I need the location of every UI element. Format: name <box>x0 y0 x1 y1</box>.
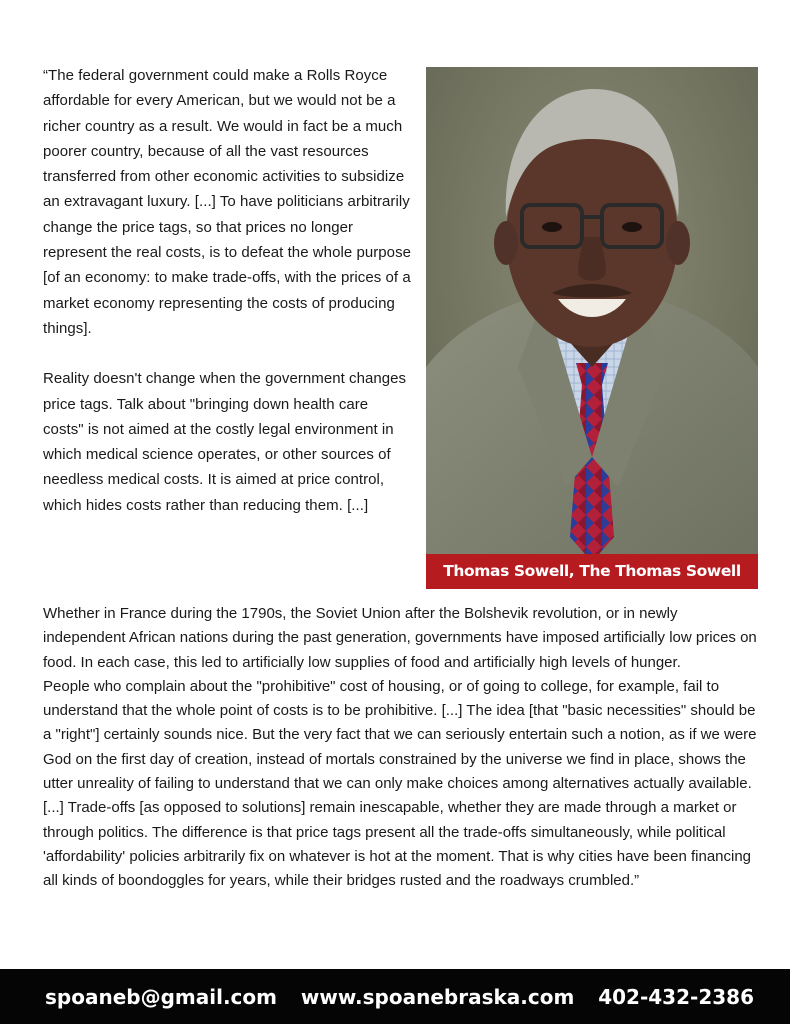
quote-paragraph: “The federal government could make a Rolls Royce affordable for every American, but we would not be a richer country as a result. We would in fact be a much poorer country, because of all the vast resources transferred from other economic activities to subsidize an extravagant luxury. [...] To have politicians arbitrarily change the price tags, so that prices no longer represent the real costs, is to defeat the whole purpose [of an economy: to make trade-offs, with the prices of a market economy representing the costs of producing things]. <box>43 67 412 337</box>
contact-footer <box>0 969 790 1024</box>
quote-paragraph: [...] Trade-offs [as opposed to solutions] remain inescapable, whether they are made through a market or through politics. The difference is that price tags present all the trade-offs simultaneously, while political 'affordability' policies arbitrarily fix on whatever is hot at the moment. That is why cities have been financing all kinds of boondoggles for years, while their bridges rusted and the roadways crumbled.” <box>43 799 752 890</box>
footer-email[interactable]: spoaneb@gmail.com <box>45 984 277 1009</box>
quote-paragraph: People who complain about the "prohibitive" cost of housing, or of going to college, for example, fail to understand that the whole point of costs is to be prohibitive. [...] The idea [that "basic necessities" should be a "right"] certainly sounds nice. But the very fact that we can seriously entertain such a notion, as if we were God on the first day of creation, instead of mortals constrained by the universe we find in place, shows the utter unreality of failing to understand that we can only make choices among alternatives actually available. <box>43 677 757 793</box>
portrait-illustration <box>426 67 758 589</box>
quote-continuation <box>43 602 763 894</box>
quote-paragraph: Reality doesn't change when the government changes price tags. Talk about "bringing down health care costs" is not aimed at the costly legal environment in which medical science operates, or other sources of needless medical costs. It is aimed at price control, which hides costs rather than reducing them. [...] <box>43 370 407 514</box>
photo-caption: Thomas Sowell, The Thomas Sowell <box>426 554 758 589</box>
quote-column <box>43 63 411 518</box>
author-photo <box>426 67 758 589</box>
quote-paragraph: Whether in France during the 1790s, the Soviet Union after the Bolshevik revolution, or in newly independent African nations during the past generation, governments have imposed artificially low prices on food. In each case, this led to artificially low supplies of food and artificially high levels of hunger. <box>43 605 757 671</box>
footer-website[interactable]: www.spoanebraska.com <box>300 984 575 1009</box>
footer-phone[interactable]: 402-432-2386 <box>598 984 754 1009</box>
